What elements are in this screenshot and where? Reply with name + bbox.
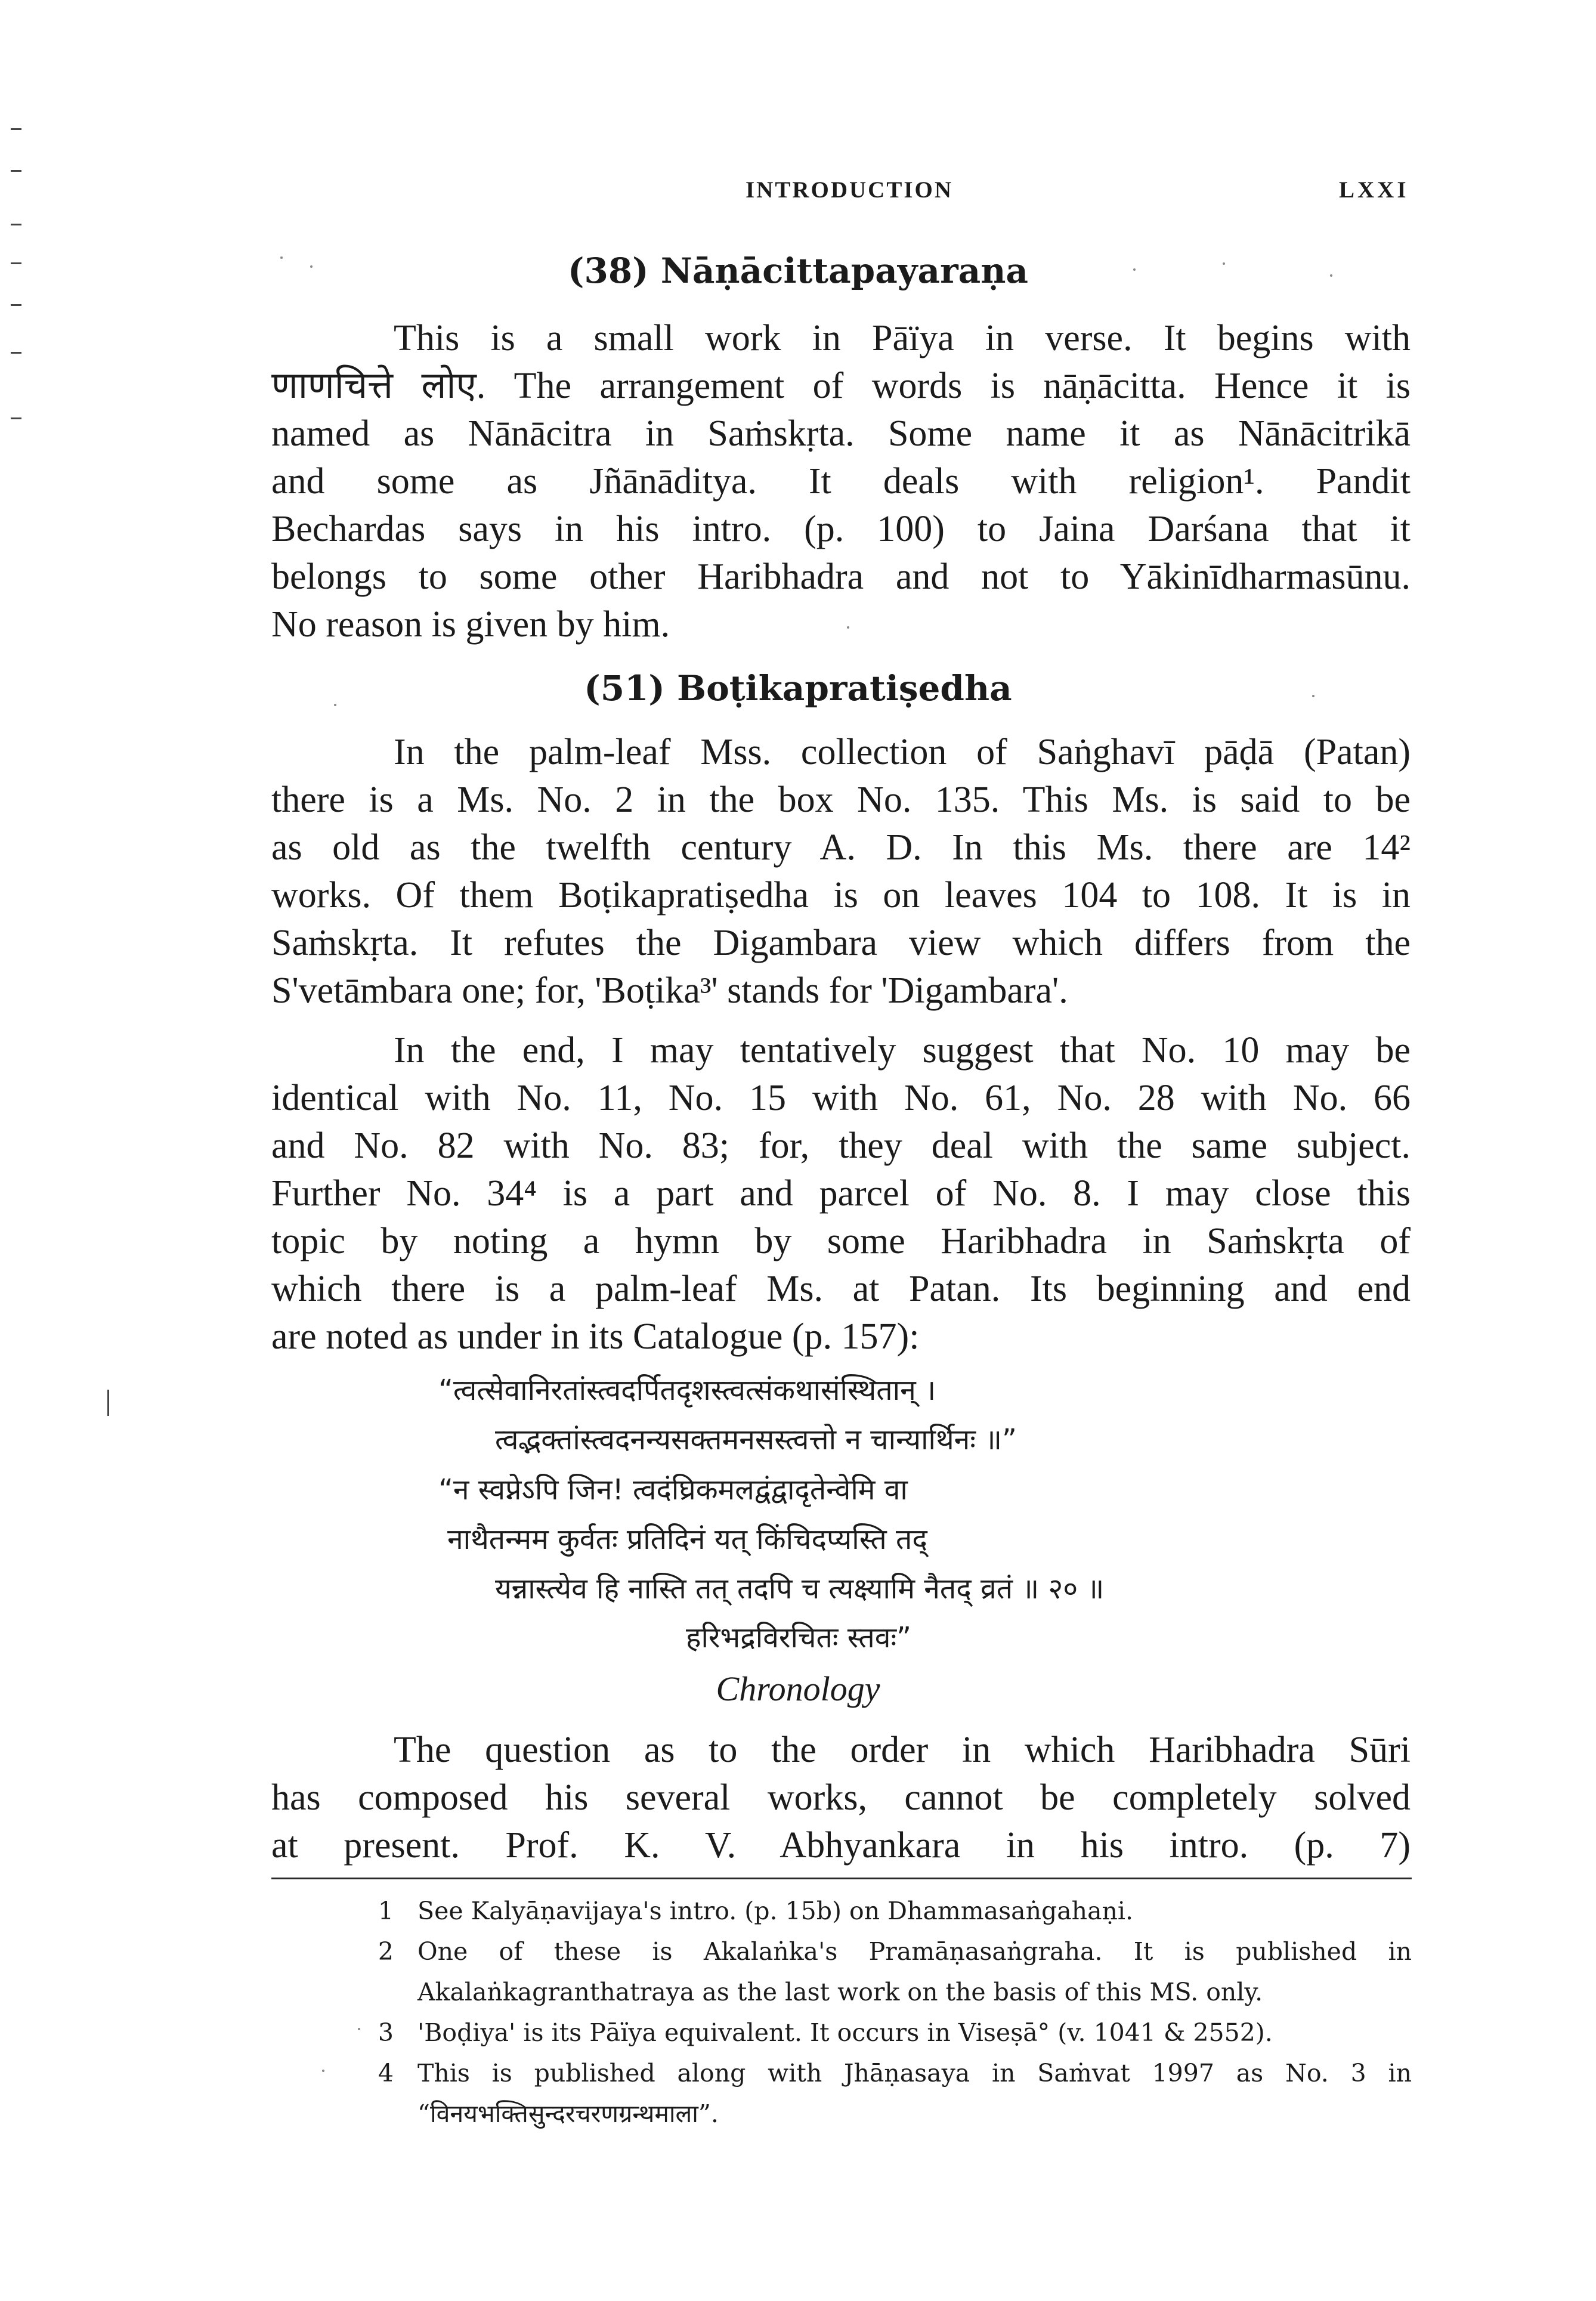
footnote-text: This is published along with Jhāṇasaya in Saṁvat 1997 as No. 3 in xyxy=(417,2059,1412,2087)
scan-speck xyxy=(322,2070,324,2072)
paragraph-line: No reason is given by him. xyxy=(271,604,670,645)
paragraph-line: there is a Ms. No. 2 in the box No. 135. This Ms. is said to be xyxy=(271,780,1411,820)
paragraph-line: belongs to some other Haribhadra and not to Yākinīdharmasūnu. xyxy=(271,556,1411,597)
paragraph-line: and No. 82 with No. 83; for, they deal with the same subject. xyxy=(271,1125,1411,1166)
paragraph-line: Further No. 34⁴ is a part and parcel of No. 8. I may close this xyxy=(271,1173,1411,1214)
paragraph-line: and some as Jñānāditya. It deals with religion¹. Pandit xyxy=(271,461,1411,502)
paragraph-line: S'vetāmbara one; for, 'Boṭika³' stands for 'Digambara'. xyxy=(271,970,1068,1011)
footnote-text: 'Boḍiya' is its Pāïya equivalent. It occurs in Viseṣā° (v. 1041 & 2552). xyxy=(417,2018,1273,2047)
chronology-heading: Chronology xyxy=(716,1669,880,1708)
verse-line: हरिभद्रविरचितः स्तवः” xyxy=(686,1621,912,1654)
footnote-text: “विनयभक्तिसुन्दरचरणग्रन्थमाला”. xyxy=(417,2099,719,2128)
scan-speck xyxy=(1223,262,1225,265)
scan-speck xyxy=(334,704,336,706)
paragraph-line: णाणचित्ते लोए. The arrangement of words is nāṇācitta. Hence it is xyxy=(271,366,1411,406)
paragraph-line: are noted as under in its Catalogue (p. 157): xyxy=(271,1316,920,1357)
footnote-number: 4 xyxy=(378,2059,394,2087)
scan-speck xyxy=(1312,695,1314,697)
paragraph-line: In the palm-leaf Mss. collection of Saṅghavī pāḍā (Patan) xyxy=(394,732,1411,772)
verse-line: नाथैतन्मम कुर्वतः प्रतिदिनं यत् किंचिदप्यस्ति तद् xyxy=(447,1523,927,1556)
scan-speck xyxy=(1133,268,1136,271)
scan-speck xyxy=(280,256,283,259)
running-head-title: INTRODUCTION xyxy=(746,177,954,203)
scan-speck xyxy=(847,626,849,629)
scan-mark xyxy=(11,352,21,354)
footnote-rule xyxy=(271,1878,1412,1879)
footnote-number: 1 xyxy=(378,1897,394,1925)
scan-mark xyxy=(107,1390,109,1416)
footnote-number: 3 xyxy=(378,2018,394,2047)
scan-speck xyxy=(358,2028,360,2030)
paragraph-line: at present. Prof. K. V. Abhyankara in his intro. (p. 7) xyxy=(271,1825,1411,1866)
paragraph-line: which there is a palm-leaf Ms. at Patan. Its beginning and end xyxy=(271,1269,1411,1309)
footnote-text: See Kalyāṇavijaya's intro. (p. 15b) on Dhammasaṅgahaṇi. xyxy=(417,1897,1134,1925)
scan-mark xyxy=(11,224,21,225)
verse-line: त्वद्भक्तांस्त्वदनन्यसक्तमनसस्त्वत्तो न चान्यार्थिनः ॥” xyxy=(495,1423,1017,1456)
section-heading-51: (51) Boṭikapratiṣedha xyxy=(584,668,1012,709)
paragraph-line: named as Nānācitra in Saṁskṛta. Some name it as Nānācitrikā xyxy=(271,413,1411,454)
verse-line: यन्नास्त्येव हि नास्ति तत् तदपि च त्यक्ष्यामि नैतद् व्रतं ॥ २० ॥ xyxy=(495,1572,1105,1606)
page-number: LXXI xyxy=(1339,177,1409,203)
scan-speck xyxy=(1330,274,1332,277)
paragraph-line: topic by noting a hymn by some Haribhadra in Saṁskṛta of xyxy=(271,1221,1411,1261)
scan-mark xyxy=(11,170,21,172)
running-head xyxy=(0,177,1596,212)
paragraph-line: has composed his several works, cannot be completely solved xyxy=(271,1777,1411,1818)
footnote-text: Akalaṅkagranthatraya as the last work on the basis of this MS. only. xyxy=(417,1978,1263,2006)
paragraph-line: In the end, I may tentatively suggest that No. 10 may be xyxy=(394,1030,1411,1071)
paragraph-line: Saṁskṛta. It refutes the Digambara view which differs from the xyxy=(271,923,1411,963)
footnote-text: One of these is Akalaṅka's Pramāṇasaṅgraha. It is published in xyxy=(417,1937,1412,1966)
paragraph-line: The question as to the order in which Haribhadra Sūri xyxy=(394,1730,1411,1770)
scan-mark xyxy=(11,304,21,306)
paragraph-line: identical with No. 11, No. 15 with No. 61, No. 28 with No. 66 xyxy=(271,1078,1411,1118)
paragraph-line: works. Of them Boṭikapratiṣedha is on leaves 104 to 108. It is in xyxy=(271,875,1411,916)
verse-line: “त्वत्सेवानिरतांस्त्वदर्पितदृशस्त्वत्संकथासंस्थितान् । xyxy=(438,1374,936,1407)
paragraph-line: Bechardas says in his intro. (p. 100) to Jaina Darśana that it xyxy=(271,509,1411,549)
paragraph-line: This is a small work in Pāïya in verse. It begins with xyxy=(394,318,1411,358)
footnote-number: 2 xyxy=(378,1937,394,1966)
scan-mark xyxy=(11,417,21,419)
section-heading-38: (38) Nāṇācittapayaraṇa xyxy=(568,250,1028,291)
scan-mark xyxy=(11,128,21,130)
scan-speck xyxy=(310,265,313,268)
verse-line: “न स्वप्नेऽपि जिन! त्वदंघ्रिकमलद्वंद्वादृतेन्वेमि वा xyxy=(438,1473,908,1507)
paragraph-line: as old as the twelfth century A. D. In this Ms. there are 14² xyxy=(271,827,1411,868)
